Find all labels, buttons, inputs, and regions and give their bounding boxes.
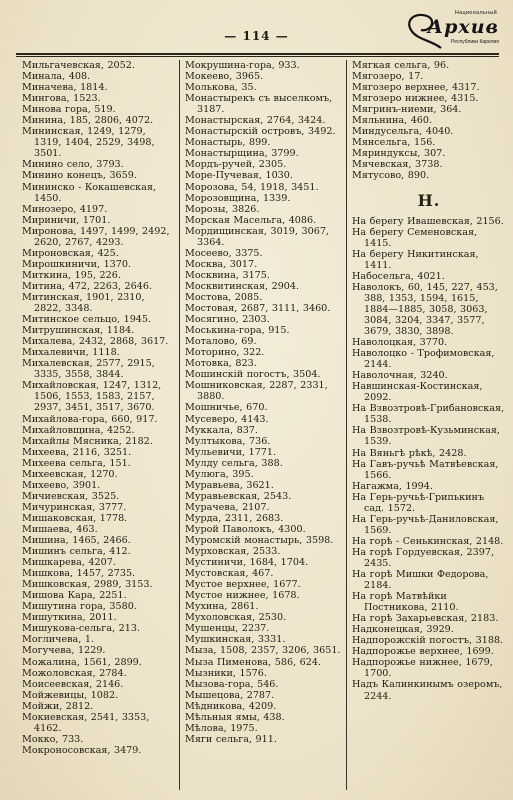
index-entry: Моськина-гора, 915. xyxy=(185,325,290,337)
index-entry: Наволоцко - Трофимовская, 2144. xyxy=(352,348,495,371)
index-entry: Миронова, 1497, 1499, 2492, 2620, 2767, 4293. xyxy=(22,225,170,248)
index-entry: Михеева, 2116, 3251. xyxy=(22,446,132,458)
index-entry: Моторино, 322. xyxy=(185,347,265,359)
index-entry: Надпорожье верхнее, 1699. xyxy=(352,646,494,658)
index-entry: Мустиничи, 1684, 1704. xyxy=(185,557,309,569)
index-entry: Мининская, 1249, 1279, 1319, 1404, 2529, 3498, 3501. xyxy=(22,126,155,160)
index-entry: Монастырская, 2764, 3424. xyxy=(185,115,326,127)
index-entry: Минино конецъ, 3659. xyxy=(22,170,137,182)
index-entry: Мызова-гора, 546. xyxy=(185,678,279,690)
index-entry: На горѣ Гордуевская, 2397, 2435. xyxy=(352,546,495,569)
index-entry: Миндусельга, 4040. xyxy=(352,126,454,138)
index-entry: Мяриндуксы, 307. xyxy=(352,148,446,160)
index-entry: Мокеево, 3965. xyxy=(185,71,264,83)
index-entry: На горѣ Захарьевская, 2183. xyxy=(352,613,499,625)
index-entry: Мушенцы, 2237. xyxy=(185,623,270,635)
index-entry: Морская Масельга, 4086. xyxy=(185,214,317,226)
index-entry: Мишова Кара, 2251. xyxy=(22,590,127,602)
index-entry: Муравьева, 3621. xyxy=(185,479,274,491)
index-entry: Мызники, 1576. xyxy=(185,667,267,679)
index-entry: Наволоцкая, 3770. xyxy=(352,337,448,349)
column-1 xyxy=(22,60,170,790)
index-entry: Мишуткина, 2011. xyxy=(22,612,117,624)
index-entry: Мустовская, 467. xyxy=(185,568,274,580)
index-entry: Моисеевская, 2146. xyxy=(22,678,124,690)
index-entry: Митинская, 1901, 2310, 2822, 3348. xyxy=(22,291,145,315)
index-entry: Мянсельга, 156. xyxy=(352,137,436,149)
index-entry: Москвитинская, 2904. xyxy=(185,280,300,292)
index-entry: Митрушинская, 1184. xyxy=(22,325,135,337)
index-entry: Москва, 3017. xyxy=(185,258,258,270)
index-entry: На берегу Ивашевская, 2156. xyxy=(352,215,504,227)
index-columns xyxy=(14,60,504,790)
index-entry: Надконецкая, 3929. xyxy=(352,624,454,636)
index-entry: Мульевичи, 1771. xyxy=(185,446,277,458)
index-entry: Мишинъ сельга, 412. xyxy=(22,546,131,558)
index-entry: Мичуринская, 3777. xyxy=(22,501,127,513)
index-entry: Мышецова, 2787. xyxy=(185,689,275,701)
index-entry: Мироновская, 425. xyxy=(22,247,119,259)
index-entry: Мягринъ-ниеми, 364. xyxy=(352,104,462,116)
index-entry: Минозеро, 4197. xyxy=(22,203,108,215)
index-entry: Наволокъ, 60, 145, 227, 453, 388, 1353, 1594, 1615, 1884—1885, 3058, 3063, 3084, 3204, 3347, 3577, 3679, 3830, 3898. xyxy=(352,281,498,337)
stamp-subtitle: Республики Карелия xyxy=(451,39,499,45)
index-entry: Мингова, 1523. xyxy=(22,93,101,105)
index-entry: Надпорожскiй погостъ, 3188. xyxy=(352,635,504,647)
index-entry: Мосеево, 3375. xyxy=(185,247,263,259)
index-entry: Миначева, 1814. xyxy=(22,82,108,94)
index-entry: Мѣльныя ямы, 438. xyxy=(185,711,285,723)
index-entry: Могличева, 1. xyxy=(22,634,95,646)
index-entry: На берегу Никитинская, 1411. xyxy=(352,248,479,271)
index-entry: Мостовая, 2687, 3111, 3460. xyxy=(185,303,331,315)
index-entry: Мягкая сельга, 96. xyxy=(352,60,450,71)
index-entry: Мишкова, 1457, 2735. xyxy=(22,568,136,580)
index-entry: Нагажма, 1994. xyxy=(352,480,433,492)
index-entry: На Герь-ручьѣ-Грипькинъ сад. 1572. xyxy=(352,491,485,514)
index-entry: Мишкарева, 4207. xyxy=(22,557,116,569)
index-entry: Мурда, 2311, 2683. xyxy=(185,512,284,524)
index-entry: Мурховская, 2533. xyxy=(185,546,281,558)
index-entry: Надъ Калинкинымъ озеромъ, 2244. xyxy=(352,679,503,702)
index-entry: На Герь-ручьѣ-Даниловская, 1569. xyxy=(352,513,499,536)
index-entry: На Взвозтровѣ-Грибановская, 1538. xyxy=(352,403,505,426)
index-entry: Мириничи, 1701. xyxy=(22,214,111,226)
index-entry: Мягозеро, 17. xyxy=(352,71,424,83)
index-entry: Мяльнина, 460. xyxy=(352,115,433,127)
index-entry: Минала, 408. xyxy=(22,71,91,83)
index-entry: Мячевская, 3738. xyxy=(352,159,443,171)
index-entry: Мухоловская, 2530. xyxy=(185,612,287,624)
index-entry: Мѣлова, 1975. xyxy=(185,722,258,734)
index-entry: Митина, 472, 2263, 2646. xyxy=(22,280,153,292)
index-entry: Монастырскiй островъ, 3492. xyxy=(185,126,336,138)
page-number: — 114 — xyxy=(224,29,289,43)
index-entry: Мичиевская, 3525. xyxy=(22,490,120,502)
index-entry: Михайловская, 1247, 1312, 1506, 1553, 1583, 2157, 2937, 3451, 3517, 3670. xyxy=(22,380,162,414)
column-divider xyxy=(346,60,347,790)
index-entry: Муромскiй монастырь, 3598. xyxy=(185,535,334,547)
index-entry: Мыза, 1508, 2357, 3206, 3651. xyxy=(185,645,341,657)
index-entry: Мокроносовская, 3479. xyxy=(22,744,142,756)
index-entry: Мыза Пименова, 586, 624. xyxy=(185,656,322,668)
section-letter: Н. xyxy=(417,190,441,210)
index-entry: Надпорожье нижнее, 1679, 1700. xyxy=(352,657,493,680)
index-entry: Морозы, 3826. xyxy=(185,203,260,215)
stamp-title: Архив xyxy=(427,16,499,38)
index-entry: Муккала, 837. xyxy=(185,424,258,436)
index-entry: Моталово, 69. xyxy=(185,336,257,348)
index-entry: Минова гора, 519. xyxy=(22,104,116,116)
index-entry: Михайловщина, 4252. xyxy=(22,424,135,436)
index-entry: Михеевская, 1270. xyxy=(22,468,118,480)
index-entry: На горѣ Мишки Федорова, 2184. xyxy=(352,569,489,592)
index-entry: Мухина, 2861. xyxy=(185,601,259,613)
index-entry: Могучева, 1229. xyxy=(22,645,106,657)
index-entry: Мулду сельга, 388. xyxy=(185,457,283,469)
index-entry: Наволочная, 3240. xyxy=(352,370,448,382)
index-entry: Михеева сельга, 151. xyxy=(22,457,131,469)
column-3 xyxy=(352,60,506,790)
index-entry: Можоловская, 2784. xyxy=(22,667,127,679)
index-entry: Набосельга, 4021. xyxy=(352,270,445,282)
index-entry: Михеево, 3901. xyxy=(22,479,101,491)
index-entry: Мурачева, 2107. xyxy=(185,501,270,513)
index-entry: На Гавъ-ручьѣ Матвѣевская, 1566. xyxy=(352,458,499,481)
index-entry: Митинское сельцо, 1945. xyxy=(22,314,152,326)
index-entry: Мултыкова, 736. xyxy=(185,435,271,447)
index-entry: Минино село, 3793. xyxy=(22,159,124,171)
index-entry: Мотовка, 823. xyxy=(185,358,257,370)
index-entry: Мининско - Кокашевская, 1450. xyxy=(22,181,156,204)
index-entry: Мокко, 733. xyxy=(22,733,84,745)
index-entry: Михайлова-гора, 660, 917. xyxy=(22,413,158,425)
index-entry: На Взвозтровѣ-Кузьминская, 1539. xyxy=(352,425,500,448)
index-entry: Мордищинская, 3019, 3067, 3364. xyxy=(185,225,329,248)
index-entry: Мильгачевская, 2052. xyxy=(22,60,135,71)
index-entry: Монастырекъ съ выселкомъ, 3187. xyxy=(185,93,333,116)
index-entry: Мягозеро нижнее, 4315. xyxy=(352,93,479,105)
index-entry: Мирошкиничи, 1370. xyxy=(22,258,132,270)
index-entry: Мустое нижнее, 1678. xyxy=(185,590,300,602)
index-entry: Морозовщина, 1339. xyxy=(185,192,291,204)
index-entry: Мѣдникова, 4209. xyxy=(185,700,277,712)
index-entry: Мяги сельга, 911. xyxy=(185,733,277,745)
index-entry: Молькова, 35. xyxy=(185,82,257,94)
index-entry: Мишукова-сельга, 213. xyxy=(22,623,140,635)
index-entry: Мусеверо, 4143. xyxy=(185,413,269,425)
index-entry: Мишаева, 463. xyxy=(22,523,98,535)
column-divider xyxy=(179,60,180,790)
index-entry: Мокрушина-гора, 933. xyxy=(185,60,300,71)
index-entry: Мишковская, 2989, 3153. xyxy=(22,579,153,591)
index-entry: Мокиевская, 2541, 3353, 4162. xyxy=(22,711,150,734)
index-entry: Мосягино, 2303. xyxy=(185,314,270,326)
index-entry: Михалева, 2432, 2868, 3617. xyxy=(22,336,169,348)
index-entry: Мягозеро верхнее, 4317. xyxy=(352,82,480,94)
column-2 xyxy=(185,60,347,790)
index-entry: Монастырь, 899. xyxy=(185,137,271,149)
index-entry: Монастырщина, 3799. xyxy=(185,148,299,160)
index-entry: Мордъ-ручей, 2305. xyxy=(185,159,287,171)
index-entry: Мушкинская, 3331. xyxy=(185,634,286,646)
index-entry: Мишаковская, 1778. xyxy=(22,512,128,524)
header-rule xyxy=(16,53,499,55)
index-entry: Минина, 185, 2806, 4072. xyxy=(22,115,154,127)
index-entry: Мойжи, 2812. xyxy=(22,700,94,712)
index-entry: Морозова, 54, 1918, 3451. xyxy=(185,181,319,193)
index-entry: Мишутина гора, 3580. xyxy=(22,601,137,613)
index-entry: На берегу Семеновская, 1415. xyxy=(352,226,478,249)
index-entry: Михалевичи, 1118. xyxy=(22,347,120,359)
index-entry: На горѣ Матвѣйки Постникова, 2110. xyxy=(352,591,459,614)
index-entry: Мишина, 1465, 2466. xyxy=(22,535,131,547)
index-entry: Муравьевская, 2543. xyxy=(185,490,292,502)
index-entry: Море-Пучевая, 1030. xyxy=(185,170,293,182)
index-entry: Мурой Паволокъ, 4300. xyxy=(185,523,306,535)
index-entry: Михалевская, 2577, 2915, 3335, 3558, 3844. xyxy=(22,358,155,381)
index-entry: На горѣ - Сенькинская, 2148. xyxy=(352,535,504,547)
header-rule-thin xyxy=(16,56,499,57)
index-entry: Мошничье, 670. xyxy=(185,402,268,414)
index-entry: Мойжевицы, 1082. xyxy=(22,689,119,701)
index-entry: Мошинскiй погостъ, 3504. xyxy=(185,369,321,381)
index-entry: Мостова, 2085. xyxy=(185,291,263,303)
index-entry: На Вяньгѣ рѣкѣ, 2428. xyxy=(352,447,467,459)
index-entry: Мустое верхнее, 1677. xyxy=(185,579,301,591)
index-entry: Миткина, 195, 226. xyxy=(22,269,121,281)
index-entry: Можалина, 1561, 2899. xyxy=(22,656,142,668)
index-entry: Навшинская-Костинская, 2092. xyxy=(352,381,483,404)
index-entry: Мошниковская, 2287, 2331, 3880. xyxy=(185,380,328,403)
archive-stamp xyxy=(399,8,507,56)
index-entry: Михайлы Мясника, 2182. xyxy=(22,435,153,447)
stamp-top-text: Национальный xyxy=(454,10,497,16)
index-entry: Мулюга, 395. xyxy=(185,468,254,480)
index-entry: Мятусово, 890. xyxy=(352,170,430,182)
index-entry: Москвина, 3175. xyxy=(185,269,270,281)
